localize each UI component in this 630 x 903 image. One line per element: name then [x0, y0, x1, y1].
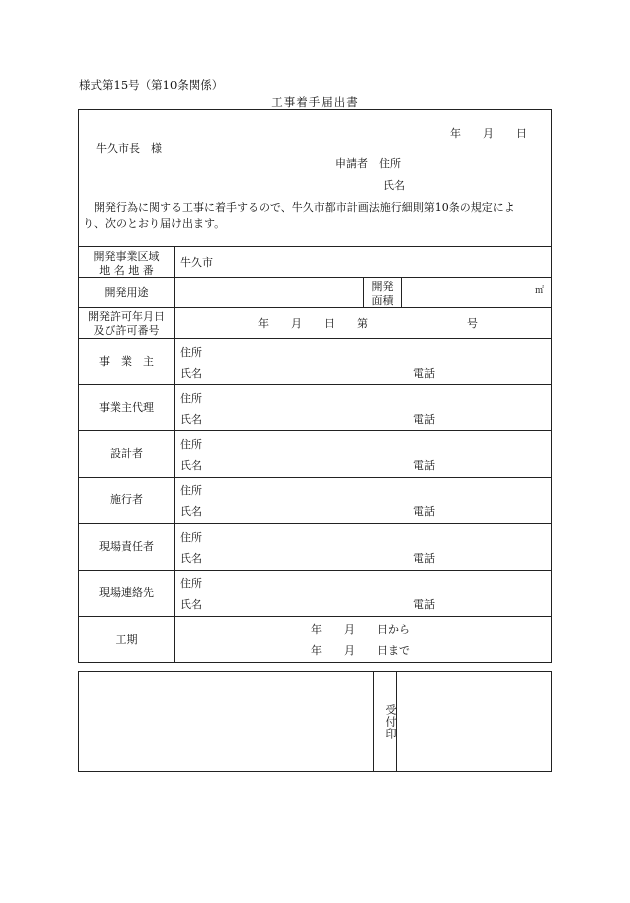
notification-form-table [78, 109, 552, 663]
designer-tel-label[interactable]: 電話 [413, 459, 435, 472]
agent-address-label[interactable]: 住所 [180, 392, 202, 405]
owner-label: 事 業 主 [99, 355, 154, 368]
form-number-label: 様式第15号（第10条関係） [79, 78, 224, 92]
addressee: 牛久市長 様 [96, 142, 162, 155]
designer-label: 設計者 [110, 447, 143, 460]
site-contact-address-label[interactable]: 住所 [180, 577, 202, 590]
applicant-name-label: 氏名 [383, 179, 405, 192]
area-label-line1: 開発事業区域 [93, 250, 160, 263]
stamp-label-column [373, 672, 397, 771]
document-title: 工事着手届出書 [271, 95, 359, 109]
contractor-label: 施行者 [110, 493, 143, 506]
statement-line-1: 開発行為に関する工事に着手するので、牛久市都市計画法施行細則第10条の規定によ [83, 201, 515, 214]
reception-box [78, 671, 552, 772]
area-size-label-line2: 面積 [371, 294, 394, 307]
statement-line-2: り、次のとおり届け出ます。 [83, 217, 226, 230]
period-label: 工期 [115, 633, 138, 646]
period-end[interactable]: 年 月 日まで [311, 644, 410, 657]
owner-name-label[interactable]: 氏名 [180, 367, 202, 380]
area-size-label-line1: 開発 [371, 280, 394, 293]
permit-date-number[interactable]: 年 月 日 第 号 [258, 317, 478, 330]
site-manager-address-label[interactable]: 住所 [180, 531, 202, 544]
reception-notes-area[interactable] [79, 672, 372, 771]
submission-date[interactable]: 年 月 日 [450, 127, 527, 140]
area-label-line2: 地 名 地 番 [99, 264, 154, 277]
area-unit: ㎡ [535, 286, 545, 296]
agent-tel-label[interactable]: 電話 [413, 413, 435, 426]
permit-label-line2: 及び許可番号 [93, 324, 160, 337]
applicant-address-label: 申請者 住所 [335, 157, 401, 170]
area-size-field[interactable] [402, 278, 552, 306]
site-contact-tel-label[interactable]: 電話 [413, 598, 435, 611]
reception-stamp-area[interactable] [397, 672, 551, 771]
designer-name-label[interactable]: 氏名 [180, 459, 202, 472]
purpose-field[interactable] [175, 278, 362, 306]
contractor-address-label[interactable]: 住所 [180, 484, 202, 497]
contractor-tel-label[interactable]: 電話 [413, 505, 435, 518]
owner-tel-label[interactable]: 電話 [413, 367, 435, 380]
site-contact-label: 現場連絡先 [99, 586, 154, 599]
site-manager-tel-label[interactable]: 電話 [413, 552, 435, 565]
agent-name-label[interactable]: 氏名 [180, 413, 202, 426]
agent-label: 事業主代理 [99, 401, 154, 414]
contractor-name-label[interactable]: 氏名 [180, 505, 202, 518]
area-value[interactable]: 牛久市 [180, 256, 213, 269]
site-manager-name-label[interactable]: 氏名 [180, 552, 202, 565]
purpose-label: 開発用途 [104, 286, 149, 299]
site-contact-name-label[interactable]: 氏名 [180, 598, 202, 611]
permit-label-line1: 開発許可年月日 [88, 310, 165, 323]
period-start[interactable]: 年 月 日から [311, 623, 410, 636]
designer-address-label[interactable]: 住所 [180, 438, 202, 451]
owner-address-label[interactable]: 住所 [180, 346, 202, 359]
site-manager-label: 現場責任者 [99, 540, 154, 553]
reception-stamp-label: 受付印 [384, 704, 397, 740]
